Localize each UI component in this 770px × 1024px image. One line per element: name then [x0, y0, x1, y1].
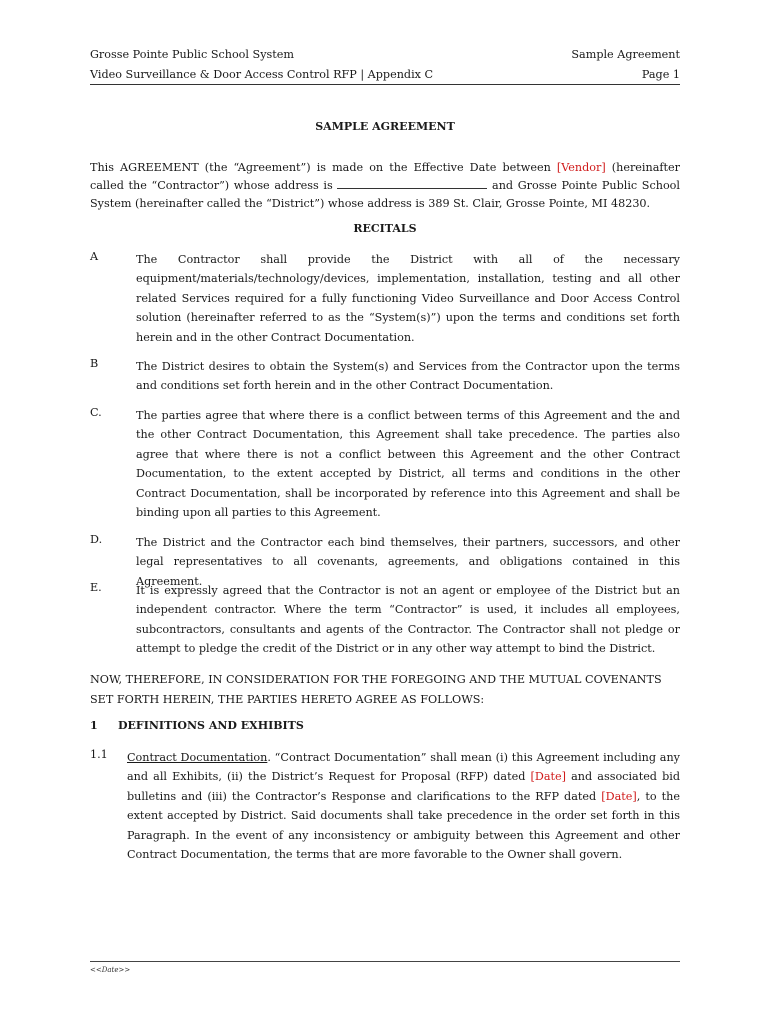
- date-placeholder-1: [Date]: [530, 770, 567, 784]
- date-placeholder-2: [Date]: [601, 789, 637, 803]
- header-page-number: Page 1: [641, 68, 680, 81]
- recital-text: It is expressly agreed that the Contractor is not an agent or employee of the District but an independent contractor. Where the term “Contractor” is used, it includes all employees, subcontractors, consultants and agents of the Contractor. The Contractor shall not pledge or attempt to pledge the credit of the District or in any other way attempt to bind the District.: [136, 584, 680, 656]
- defined-term: Contract Documentation: [127, 751, 268, 764]
- header-row-2: [90, 68, 680, 81]
- now-therefore-clause: NOW, THEREFORE, IN CONSIDERATION FOR THE FOREGOING AND THE MUTUAL COVENANTS SET FORTH HEREIN, THE PARTIES HERETO AGREE AS FOLLOWS:: [90, 673, 662, 706]
- vendor-placeholder: [Vendor]: [556, 161, 606, 174]
- recital-b: [90, 357, 680, 396]
- subsection-text: [127, 748, 680, 864]
- recitals-heading: RECITALS: [353, 222, 417, 235]
- header-rfp-title: Video Surveillance & Door Access Control RFP | Appendix C: [90, 68, 434, 81]
- section-title: DEFINITIONS AND EXHIBITS: [118, 719, 304, 732]
- recital-label: A: [90, 250, 99, 263]
- recital-label: D.: [90, 533, 103, 546]
- header-doc-type: Sample Agreement: [571, 48, 680, 61]
- header-organization: Grosse Pointe Public School System: [90, 48, 295, 61]
- footer-divider: [90, 961, 680, 962]
- footer-date: <<Date>>: [90, 966, 131, 974]
- subsection-text-3: , to the extent accepted by District. Said documents shall take precedence in the order set forth in this Paragraph. In the event of any inconsistency or ambiguity between this Agreement and other Contract Documentation, the terms that are more favorable to the Owner shall govern.: [127, 789, 680, 862]
- recital-text: The Contractor shall provide the District with all of the necessary equipment/materials/technology/devices, implementation, installation, testing and all other related Services required for a fully functioning Video Surveillance and Door Access Control solution (hereinafter referred to as the “System(s)”) upon the terms and conditions set forth herein and in the other Contract Documentation.: [136, 253, 680, 344]
- address-blank-line: [337, 178, 487, 189]
- recital-label: C.: [90, 406, 102, 419]
- recital-text: The parties agree that where there is a conflict between terms of this Agreement and the and the other Contract Documentation, this Agreement shall take precedence. The parties also agree that where there is not a conflict between this Agreement and the other Contract Documentation, to the extent accepted by District, all terms and conditions in the other Contract Documentation, shall be incorporated by reference into this Agreement and shall be binding upon all parties to this Agreement.: [136, 409, 680, 520]
- recital-text: The District desires to obtain the System(s) and Services from the Contractor upon the terms and conditions set forth herein and in the other Contract Documentation.: [136, 360, 680, 393]
- header-row-1: [90, 48, 680, 61]
- subsection-number: 1.1: [90, 748, 108, 761]
- recital-label: B: [90, 357, 99, 370]
- intro-text-3: and Grosse Pointe Public School System (hereinafter called the “District”) whose address is 389 St. Clair, Grosse Pointe, MI 48230.: [90, 179, 680, 210]
- recital-label: E.: [90, 581, 102, 594]
- recital-c: [90, 406, 680, 522]
- subsection-text-1: . “Contract Documentation” shall mean (i) this Agreement including any and all Exhibits, (ii) the District’s Request for Proposal (RFP) dated: [127, 751, 680, 784]
- recital-a: [90, 250, 680, 347]
- section-1-1: [90, 748, 680, 864]
- section-1-heading: [90, 719, 680, 732]
- recital-text: The District and the Contractor each bind themselves, their partners, successors, and other legal representatives to all covenants, agreements, and obligations contained in this Agreement.: [136, 536, 680, 588]
- intro-paragraph: [90, 159, 680, 213]
- section-number: 1: [90, 719, 98, 732]
- header-divider: [90, 84, 680, 85]
- intro-text-1: This AGREEMENT (the “Agreement”) is made on the Effective Date between: [90, 161, 557, 174]
- intro-text-2: (hereinafter called the “Contractor”) whose address is: [90, 161, 680, 192]
- page-title: SAMPLE AGREEMENT: [315, 120, 455, 133]
- subsection-text-2: and associated bid bulletins and (iii) the Contractor’s Response and clarifications to the RFP dated: [127, 770, 680, 803]
- recital-e: [90, 581, 680, 659]
